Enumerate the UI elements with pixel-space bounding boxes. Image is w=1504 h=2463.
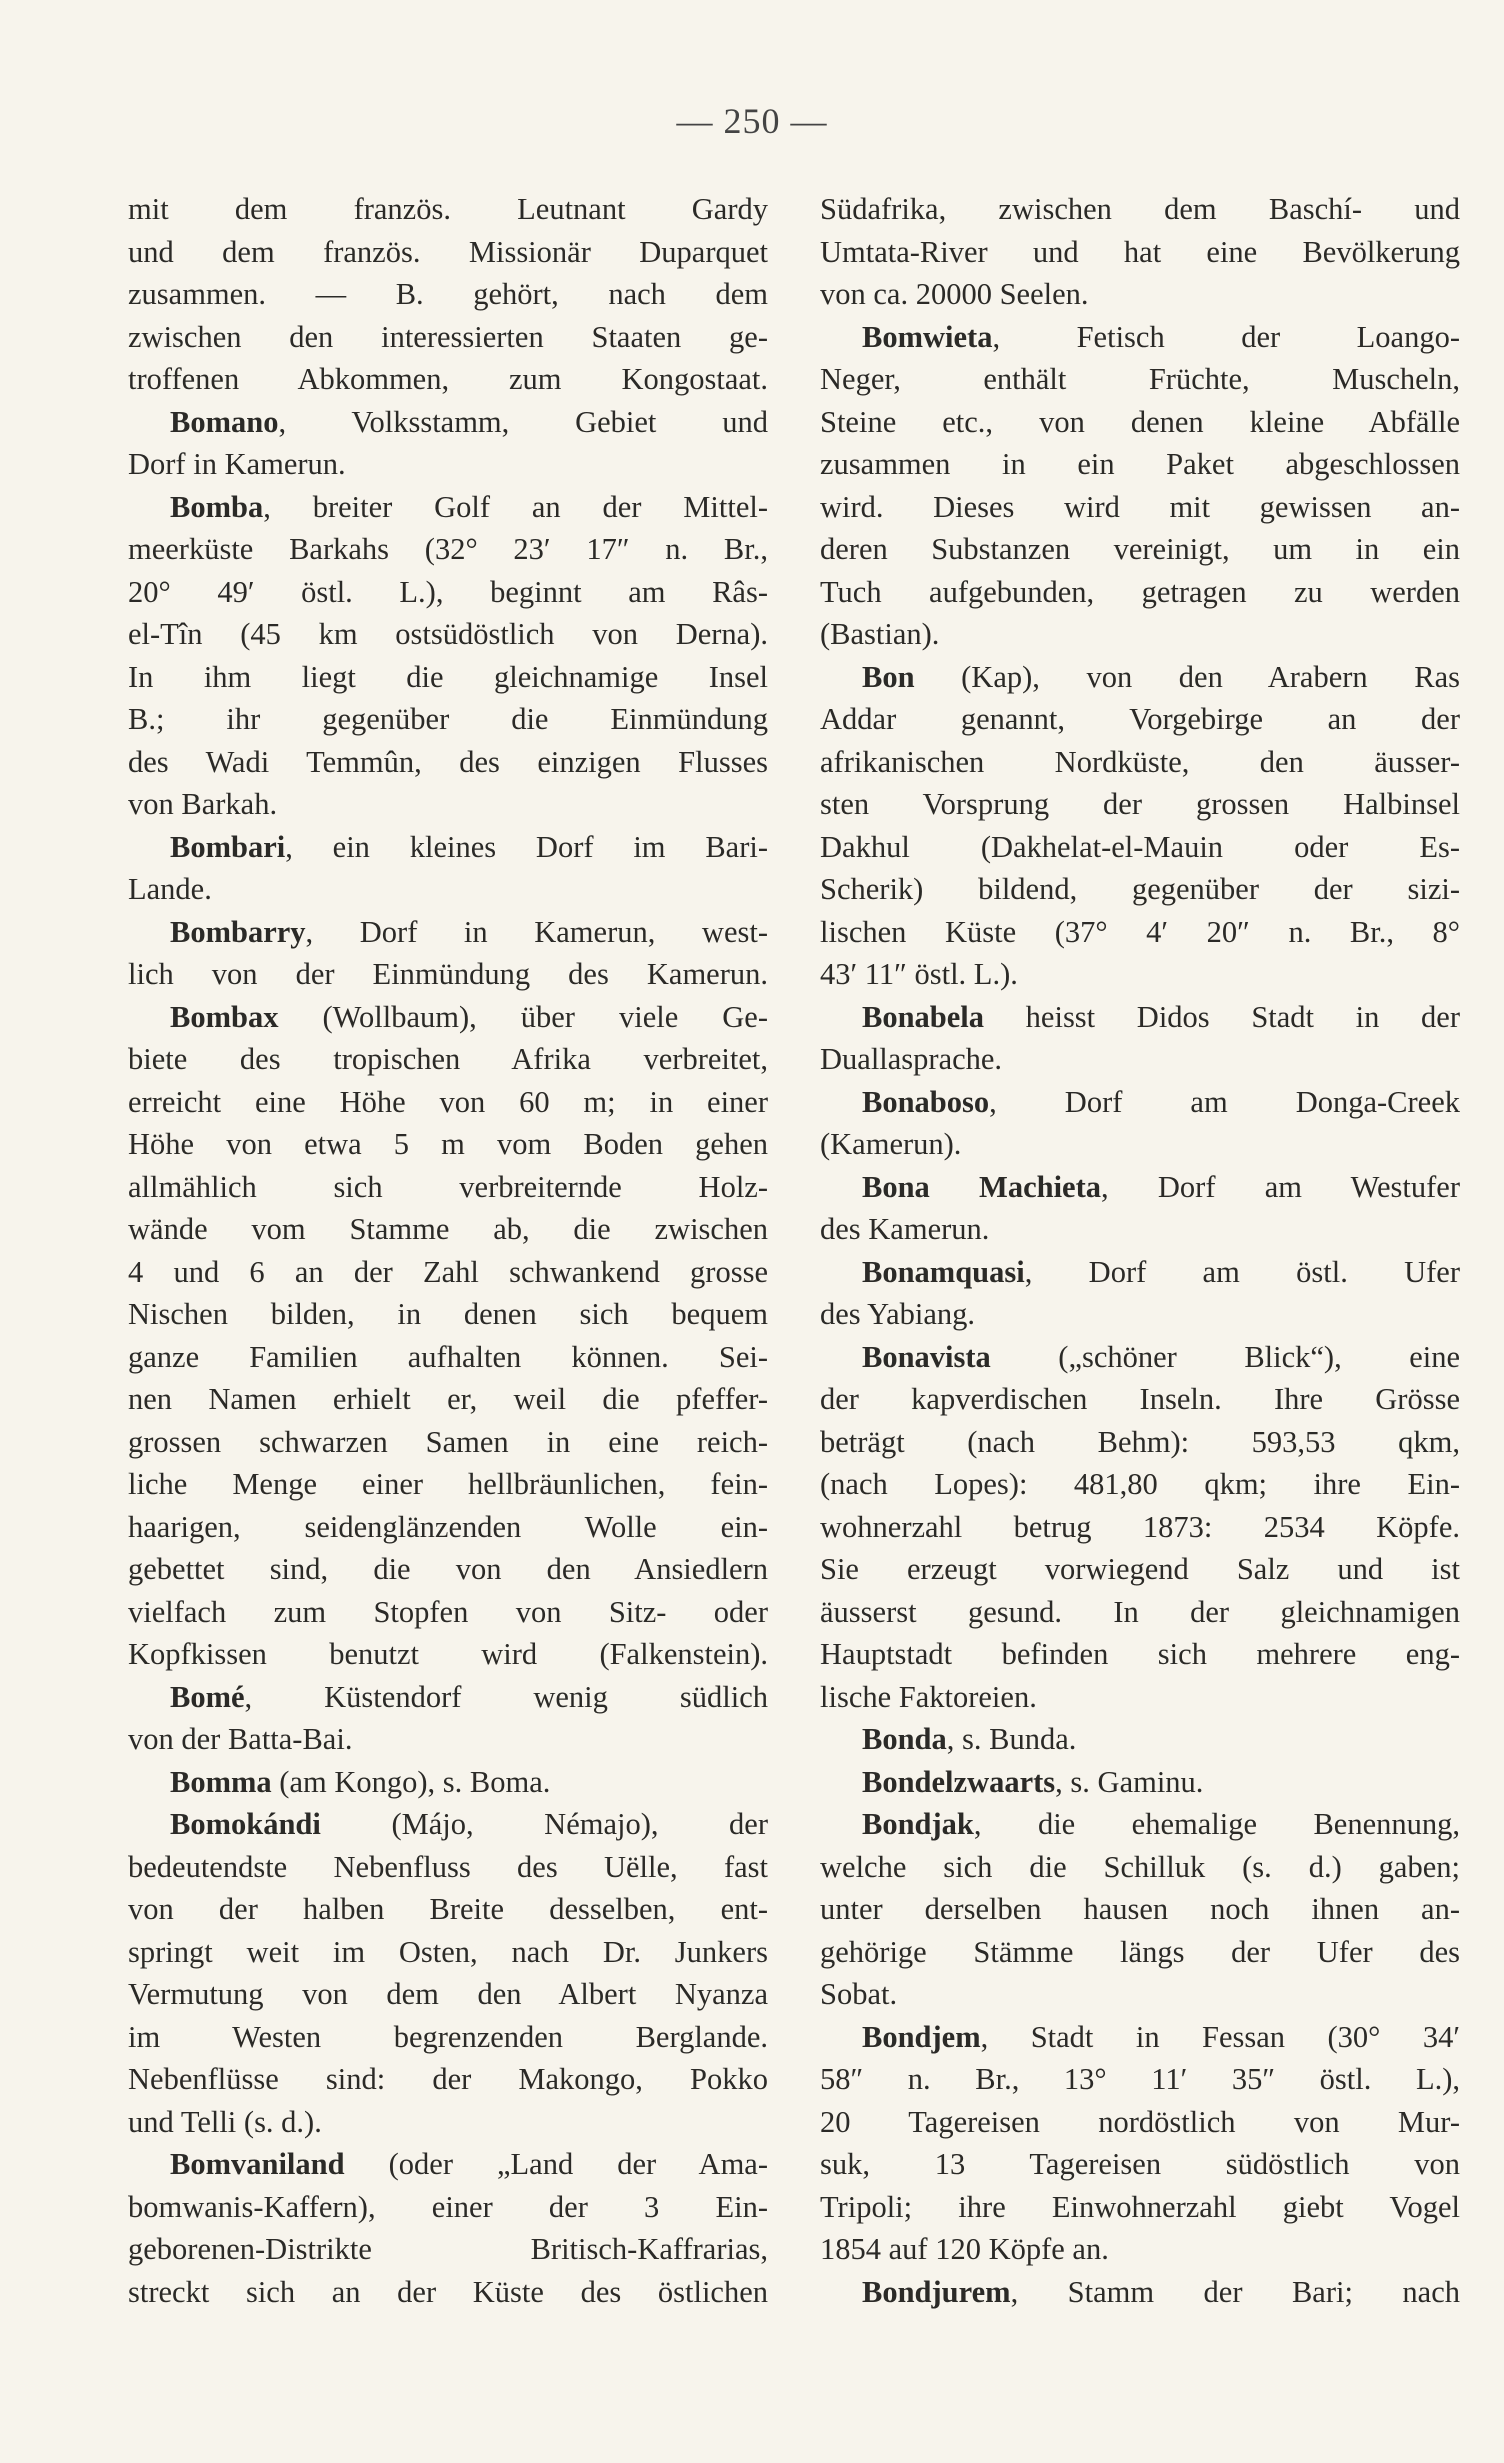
line-text: äusserst gesund. In der gleichnamigen <box>820 1594 1460 1629</box>
entry-headword: Bonamquasi <box>862 1254 1025 1289</box>
right-column <box>820 188 1460 2313</box>
text-line <box>128 1081 768 1124</box>
line-text: In ihm liegt die gleichnamige Insel <box>128 659 768 694</box>
entry-line <box>128 996 768 1039</box>
entry-line <box>128 1761 768 1804</box>
line-text: , Stadt in Fessan (30° 34′ <box>980 2019 1460 2054</box>
text-line <box>820 1038 1460 1081</box>
line-text: deren Substanzen vereinigt, um in ein <box>820 532 1460 566</box>
text-line <box>128 316 768 359</box>
text-line <box>820 2186 1460 2229</box>
entry-headword: Bondelzwaarts <box>862 1764 1056 1799</box>
line-text: gehörige Stämme längs der Ufer des <box>820 1934 1460 1969</box>
line-text: grossen schwarzen Samen in eine reich- <box>128 1424 768 1459</box>
line-text: geborenen-Distrikte Britisch-Kaffrarias, <box>128 2232 768 2266</box>
line-text: lich von der Einmündung des Kamerun. <box>128 957 768 991</box>
text-line <box>128 656 768 699</box>
entry-line <box>128 1676 768 1719</box>
line-text: von der halben Breite desselben, ent- <box>128 1892 768 1926</box>
line-text: von der Batta-Bai. <box>128 1722 353 1756</box>
text-line <box>128 358 768 401</box>
line-text: lischen Küste (37° 4′ 20″ n. Br., 8° <box>820 914 1460 949</box>
entry-line <box>820 1803 1460 1846</box>
line-text: und Telli (s. d.). <box>128 2104 322 2139</box>
line-text: biete des tropischen Afrika verbreitet, <box>128 1042 768 1076</box>
entry-headword: Bonabela <box>862 999 985 1034</box>
text-line <box>128 1038 768 1081</box>
entry-headword: Bombari <box>170 829 286 864</box>
text-line <box>820 1208 1460 1251</box>
line-text: , s. Gaminu. <box>1055 1764 1204 1799</box>
entry-headword: Bonaboso <box>862 1084 990 1119</box>
line-text: Sobat. <box>820 1977 898 2011</box>
line-text: (Wollbaum), über viele Ge- <box>278 999 768 1034</box>
line-text: wände vom Stamme ab, die zwischen <box>128 1212 768 1246</box>
line-text: ganze Familien aufhalten können. Sei- <box>128 1339 768 1374</box>
text-line <box>820 2058 1460 2101</box>
line-text: 1854 auf 120 Köpfe an. <box>820 2232 1109 2266</box>
text-line <box>820 231 1460 274</box>
line-text: , s. Bunda. <box>946 1722 1077 1756</box>
line-text: allmählich sich verbreiternde Holz- <box>128 1169 768 1204</box>
line-text: Dorf in Kamerun. <box>128 447 346 481</box>
text-line <box>128 443 768 486</box>
entry-line <box>820 1718 1460 1761</box>
text-line <box>820 1676 1460 1719</box>
line-text: Duallasprache. <box>820 1042 1003 1076</box>
line-text: , Dorf am Donga-Creek <box>989 1084 1460 1119</box>
line-text: Nebenflüsse sind: der Makongo, Pokko <box>128 2062 768 2096</box>
line-text: (am Kongo), s. Boma. <box>271 1764 551 1799</box>
line-text: troffenen Abkommen, zum Kongostaat. <box>128 362 768 396</box>
text-line <box>128 868 768 911</box>
text-line <box>128 1293 768 1336</box>
entry-headword: Bondjurem <box>862 2274 1011 2309</box>
text-line <box>128 273 768 316</box>
text-line <box>128 2101 768 2144</box>
entry-line <box>128 486 768 529</box>
line-text: lische Faktoreien. <box>820 1679 1037 1714</box>
text-line <box>128 1506 768 1549</box>
line-text: zusammen in ein Paket abgeschlossen <box>820 447 1460 481</box>
entry-line <box>820 1166 1460 1209</box>
text-line <box>820 1548 1460 1591</box>
text-line <box>820 911 1460 954</box>
text-line <box>820 2101 1460 2144</box>
entry-line <box>128 401 768 444</box>
line-text: nen Namen erhielt er, weil die pfeffer- <box>128 1382 768 1416</box>
entry-line <box>820 996 1460 1039</box>
text-line <box>820 1888 1460 1931</box>
line-text: Höhe von etwa 5 m vom Boden gehen <box>128 1127 768 1161</box>
text-line <box>128 1931 768 1974</box>
line-text: des Wadi Temmûn, des einzigen Flusses <box>128 744 768 779</box>
line-text: 58″ n. Br., 13° 11′ 35″ östl. L.), <box>820 2062 1460 2096</box>
line-text: , Fetisch der Loango- <box>992 319 1460 354</box>
entry-headword: Bondjem <box>862 2019 981 2054</box>
line-text: Neger, enthält Früchte, Muscheln, <box>820 362 1460 396</box>
line-text: Tripoli; ihre Einwohnerzahl giebt Vogel <box>820 2189 1460 2224</box>
text-line <box>128 2186 768 2229</box>
text-line <box>820 1463 1460 1506</box>
line-text: Tuch aufgebunden, getragen zu werden <box>820 574 1460 609</box>
text-line <box>128 1378 768 1421</box>
entry-line <box>820 656 1460 699</box>
line-text: Südafrika, zwischen dem Baschí- und <box>820 192 1460 226</box>
line-text: („schöner Blick“), eine <box>990 1339 1460 1374</box>
text-line <box>820 1633 1460 1676</box>
text-line <box>128 1548 768 1591</box>
entry-headword: Bomwieta <box>862 319 993 354</box>
entry-line <box>128 2143 768 2186</box>
text-line <box>820 401 1460 444</box>
line-text: B.; ihr gegenüber die Einmündung <box>128 702 768 736</box>
line-text: im Westen begrenzenden Berglande. <box>128 2019 768 2054</box>
text-line <box>128 1463 768 1506</box>
text-line <box>128 1166 768 1209</box>
line-text: springt weit im Osten, nach Dr. Junkers <box>128 1934 768 1969</box>
text-line <box>820 741 1460 784</box>
line-text: sten Vorsprung der grossen Halbinsel <box>820 787 1460 821</box>
line-text: wird. Dieses wird mit gewissen an- <box>820 489 1460 524</box>
text-line <box>128 1421 768 1464</box>
line-text: Umtata-River und hat eine Bevölkerung <box>820 234 1460 269</box>
text-line <box>820 1846 1460 1889</box>
entry-line <box>128 911 768 954</box>
line-text: streckt sich an der Küste des östlichen <box>128 2274 768 2309</box>
line-text: von Barkah. <box>128 787 278 821</box>
text-line <box>128 1336 768 1379</box>
line-text: der kapverdischen Inseln. Ihre Grösse <box>820 1382 1460 1416</box>
entry-headword: Bombarry <box>170 914 306 949</box>
text-line <box>820 2143 1460 2186</box>
text-line <box>820 1973 1460 2016</box>
line-text: und dem französ. Missionär Duparquet <box>128 234 768 269</box>
text-line <box>820 1931 1460 1974</box>
line-text: , Dorf in Kamerun, west- <box>305 914 768 949</box>
line-text: Dakhul (Dakhelat-el-Mauin oder Es- <box>820 829 1460 864</box>
entry-headword: Bondjak <box>862 1807 974 1841</box>
line-text: , Volksstamm, Gebiet und <box>278 404 768 439</box>
entry-headword: Bomano <box>170 404 279 439</box>
line-text: , ein kleines Dorf im Bari- <box>285 829 768 864</box>
line-text: Lande. <box>128 872 212 906</box>
line-text: welche sich die Schilluk (s. d.) gaben; <box>820 1849 1460 1884</box>
entry-headword: Bombax <box>170 999 279 1034</box>
text-line <box>820 443 1460 486</box>
text-line <box>820 1378 1460 1421</box>
line-text: (Májo, Némajo), der <box>320 1807 768 1841</box>
entry-headword: Bona Machieta <box>862 1169 1102 1204</box>
text-line <box>128 2058 768 2101</box>
entry-headword: Bomé <box>170 1679 245 1714</box>
line-text: (nach Lopes): 481,80 qkm; ihre Ein- <box>820 1467 1460 1501</box>
text-line <box>820 826 1460 869</box>
line-text: vielfach zum Stopfen von Sitz- oder <box>128 1594 768 1629</box>
text-line <box>128 231 768 274</box>
line-text: (Kamerun). <box>820 1127 962 1161</box>
text-line <box>128 953 768 996</box>
line-text: , die ehemalige Benennung, <box>973 1807 1460 1841</box>
text-line <box>820 698 1460 741</box>
line-text: zusammen. — B. gehört, nach dem <box>128 277 768 311</box>
text-line <box>128 698 768 741</box>
line-text: , Dorf am Westufer <box>1101 1169 1460 1204</box>
line-text: unter derselben hausen noch ihnen an- <box>820 1892 1460 1926</box>
page-number: — 250 — <box>676 101 828 141</box>
line-text: suk, 13 Tagereisen südöstlich von <box>820 2147 1460 2181</box>
text-line <box>820 1506 1460 1549</box>
text-line <box>820 2228 1460 2271</box>
line-text: 20 Tagereisen nordöstlich von Mur- <box>820 2104 1460 2139</box>
entry-line <box>820 2271 1460 2314</box>
text-line <box>820 613 1460 656</box>
line-text: (Kap), von den Arabern Ras <box>914 659 1460 694</box>
line-text: 43′ 11″ östl. L.). <box>820 957 1018 991</box>
line-text: , Stamm der Bari; nach <box>1010 2274 1460 2309</box>
line-text: el-Tîn (45 km ostsüdöstlich von Derna). <box>128 617 768 651</box>
line-text: beträgt (nach Behm): 593,53 qkm, <box>820 1424 1460 1459</box>
line-text: erreicht eine Höhe von 60 m; in einer <box>128 1084 768 1119</box>
text-line <box>820 571 1460 614</box>
text-line <box>128 1718 768 1761</box>
line-text: gebettet sind, die von den Ansiedlern <box>128 1552 768 1586</box>
line-text: 4 und 6 an der Zahl schwankend grosse <box>128 1254 768 1289</box>
left-column <box>128 188 768 2313</box>
line-text: haarigen, seidenglänzenden Wolle ein- <box>128 1509 768 1544</box>
text-line <box>128 1591 768 1634</box>
text-line <box>820 486 1460 529</box>
text-line <box>820 868 1460 911</box>
entry-headword: Bon <box>862 659 915 694</box>
entry-line <box>820 1336 1460 1379</box>
text-line <box>128 1973 768 2016</box>
line-text: wohnerzahl betrug 1873: 2534 Köpfe. <box>820 1509 1460 1544</box>
line-text: heisst Didos Stadt in der <box>984 999 1460 1034</box>
entry-line <box>820 316 1460 359</box>
text-line <box>128 528 768 571</box>
entry-headword: Bomvaniland <box>170 2147 345 2181</box>
text-line <box>128 1846 768 1889</box>
text-line <box>820 1421 1460 1464</box>
entry-headword: Bomokándi <box>170 1807 321 1841</box>
text-line <box>128 1208 768 1251</box>
line-text: des Yabiang. <box>820 1297 976 1331</box>
entry-headword: Bonda <box>862 1722 947 1756</box>
line-text: (oder „Land der Ama- <box>344 2147 768 2181</box>
text-line <box>820 1123 1460 1166</box>
line-text: zwischen den interessierten Staaten ge- <box>128 319 768 354</box>
line-text: Kopfkissen benutzt wird (Falkenstein). <box>128 1637 768 1671</box>
line-text: von ca. 20000 Seelen. <box>820 277 1089 311</box>
text-line <box>128 571 768 614</box>
entry-line <box>128 1803 768 1846</box>
entry-headword: Bonavista <box>862 1339 991 1374</box>
line-text: bedeutendste Nebenfluss des Uëlle, fast <box>128 1849 768 1884</box>
line-text: Nischen bilden, in denen sich bequem <box>128 1297 768 1331</box>
line-text: mit dem französ. Leutnant Gardy <box>128 192 768 226</box>
entry-line <box>820 2016 1460 2059</box>
text-line <box>128 613 768 656</box>
text-line <box>128 2228 768 2271</box>
text-line <box>820 1591 1460 1634</box>
text-line <box>820 783 1460 826</box>
line-text: meerküste Barkahs (32° 23′ 17″ n. Br., <box>128 532 768 566</box>
line-text: afrikanischen Nordküste, den äusser- <box>820 744 1460 779</box>
entry-headword: Bomba <box>170 489 264 524</box>
text-line <box>820 953 1460 996</box>
text-line <box>820 528 1460 571</box>
text-line <box>128 741 768 784</box>
text-line <box>128 2271 768 2314</box>
line-text: , breiter Golf an der Mittel- <box>263 489 768 524</box>
line-text: Addar genannt, Vorgebirge an der <box>820 702 1460 736</box>
text-line <box>128 188 768 231</box>
entry-line <box>820 1081 1460 1124</box>
line-text: , Dorf am östl. Ufer <box>1024 1254 1460 1289</box>
entry-line <box>820 1761 1460 1804</box>
line-text: Hauptstadt befinden sich mehrere eng- <box>820 1637 1460 1671</box>
line-text: 20° 49′ östl. L.), beginnt am Râs- <box>128 574 768 609</box>
entry-line <box>128 826 768 869</box>
text-line <box>820 188 1460 231</box>
line-text: Steine etc., von denen kleine Abfälle <box>820 404 1460 439</box>
text-line <box>128 783 768 826</box>
line-text: , Küstendorf wenig südlich <box>244 1679 768 1714</box>
text-line <box>128 1251 768 1294</box>
text-line <box>820 1293 1460 1336</box>
line-text: des Kamerun. <box>820 1212 990 1246</box>
line-text: liche Menge einer hellbräunlichen, fein- <box>128 1467 768 1501</box>
text-line <box>128 1633 768 1676</box>
line-text: (Bastian). <box>820 617 940 651</box>
entry-headword: Bomma <box>170 1764 272 1799</box>
text-line <box>820 358 1460 401</box>
entry-line <box>820 1251 1460 1294</box>
text-line <box>128 1888 768 1931</box>
line-text: Sie erzeugt vorwiegend Salz und ist <box>820 1552 1460 1586</box>
line-text: bomwanis-Kaffern), einer der 3 Ein- <box>128 2189 768 2224</box>
text-line <box>820 273 1460 316</box>
text-line <box>128 1123 768 1166</box>
text-line <box>128 2016 768 2059</box>
line-text: Vermutung von dem den Albert Nyanza <box>128 1977 768 2011</box>
line-text: Scherik) bildend, gegenüber der sizi- <box>820 872 1460 906</box>
